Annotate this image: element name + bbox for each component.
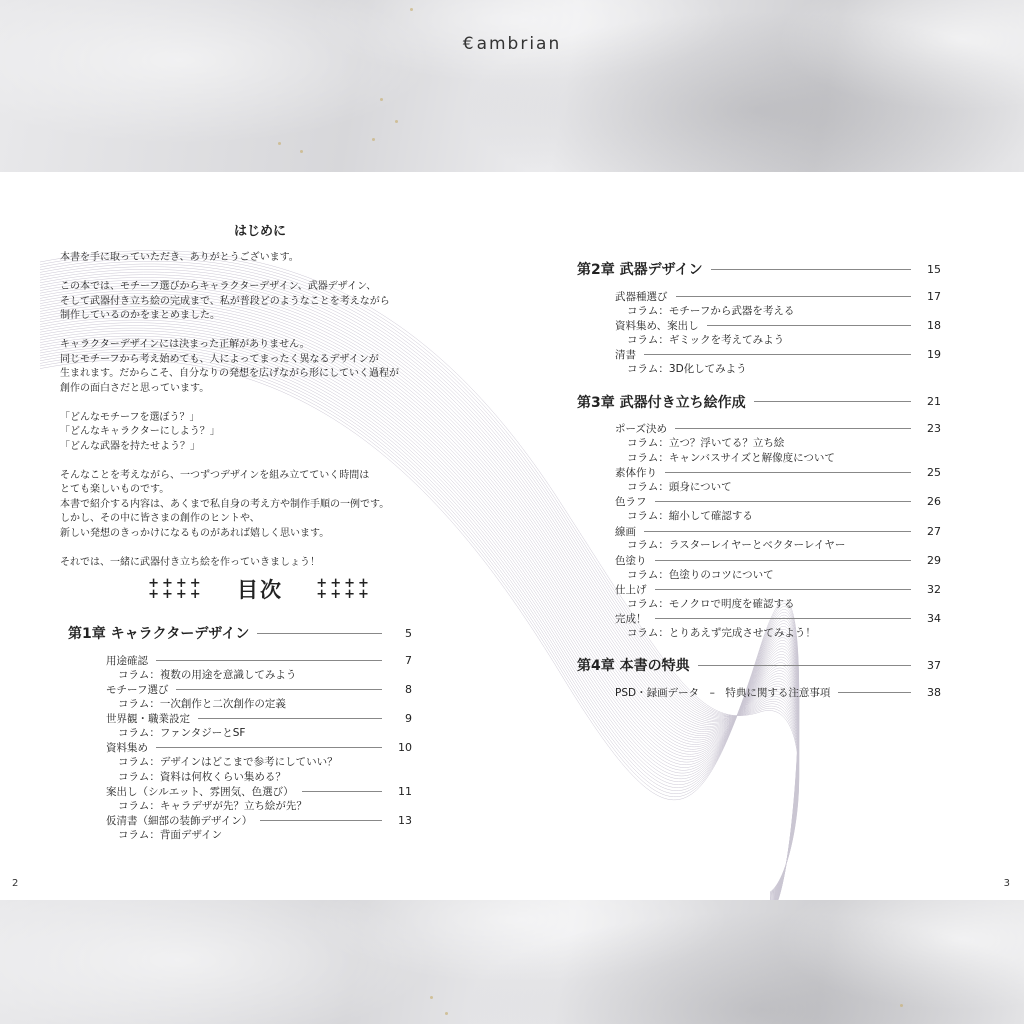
- leader-line: [675, 428, 911, 429]
- toc-entry[interactable]: [577, 347, 941, 362]
- gold-fleck: [410, 8, 413, 11]
- toc-left-column: [68, 622, 412, 857]
- toc-column-item[interactable]: コラム：ギミックを考えてみよう: [627, 333, 785, 346]
- toc-column-item[interactable]: コラム：ラスターレイヤーとベクターレイヤー: [627, 539, 846, 552]
- toc-column-item[interactable]: コラム：一次創作と二次創作の定義: [118, 697, 286, 710]
- toc-entry-title: 案出し（シルエット、雰囲気、色選び）: [106, 786, 294, 799]
- toc-entry-title: 資料集め: [106, 742, 148, 755]
- intro-body: [60, 251, 460, 570]
- toc-entry-title: 線画: [615, 525, 636, 538]
- leader-line: [302, 791, 382, 792]
- toc-chapter-title: 第4章 本書の特典: [577, 658, 690, 675]
- leader-line: [156, 747, 382, 748]
- toc-page-number: 11: [398, 785, 412, 799]
- toc-column-item[interactable]: コラム：デザインはどこまで参考にしていい？: [118, 756, 338, 769]
- leader-line: [838, 692, 911, 693]
- brand-logo-text: ambrian: [476, 34, 562, 54]
- toc-column-item[interactable]: コラム：複数の用途を意識してみよう: [118, 668, 297, 681]
- toc-entry-title: 武器種選び: [615, 290, 668, 303]
- intro-section: [60, 220, 460, 585]
- leader-line: [655, 560, 912, 561]
- gold-fleck: [445, 1012, 448, 1015]
- toc-column-item[interactable]: コラム：モチーフから武器を考える: [627, 304, 795, 317]
- toc-chapter-3[interactable]: [577, 391, 941, 413]
- toc-column-item[interactable]: コラム：資料は何枚くらい集める？: [118, 770, 286, 783]
- toc-title: 目次: [237, 578, 283, 602]
- toc-entry-title: 素体作り: [615, 467, 657, 480]
- toc-page-number: 26: [927, 495, 941, 509]
- toc-column-item[interactable]: コラム：モノクロで明度を確認する: [627, 597, 795, 610]
- leader-line: [176, 689, 382, 690]
- toc-entry-title: 仮清書（細部の装飾デザイン）: [106, 815, 253, 828]
- toc-entry[interactable]: [577, 495, 941, 510]
- toc-column-item[interactable]: コラム：縮小して確認する: [627, 510, 753, 523]
- toc-entry[interactable]: [577, 611, 941, 626]
- leader-line: [698, 665, 911, 666]
- toc-column-item[interactable]: コラム：色塗りのコツについて: [627, 568, 774, 581]
- toc-page-number: 34: [927, 612, 941, 626]
- toc-page-number: 38: [927, 686, 941, 700]
- brand-logo-mark: €: [462, 34, 476, 54]
- intro-paragraph: それでは、一緒に武器付き立ち絵を作っていきましょう！: [60, 556, 320, 568]
- toc-page-number: 37: [927, 658, 941, 672]
- leader-line: [260, 820, 382, 821]
- cross-ornament-right: ++++ ++++: [316, 576, 372, 602]
- toc-chapter-title: 第1章 キャラクターデザイン: [68, 626, 250, 642]
- toc-column-item[interactable]: コラム：背面デザイン: [118, 829, 223, 842]
- toc-chapter-4[interactable]: [577, 654, 941, 676]
- toc-entry[interactable]: [68, 814, 412, 829]
- leader-line: [644, 354, 911, 355]
- toc-chapter-title: 第3章 武器付き立ち絵作成: [577, 394, 746, 411]
- toc-page-number: 19: [927, 348, 941, 362]
- book-spread: [0, 172, 1024, 900]
- gold-fleck: [395, 120, 398, 123]
- toc-column-item[interactable]: コラム：立つ？浮いてる？立ち絵: [627, 437, 785, 450]
- toc-page-number: 23: [927, 422, 941, 436]
- gold-fleck: [278, 142, 281, 145]
- toc-entry[interactable]: [577, 318, 941, 333]
- leader-line: [257, 633, 382, 634]
- toc-entry[interactable]: [68, 741, 412, 756]
- toc-entry-title: PSD・録画データ – 特典に関する注意事項: [615, 687, 831, 700]
- toc-entry[interactable]: [68, 784, 412, 799]
- toc-entry[interactable]: [577, 289, 941, 304]
- toc-entry-title: 仕上げ: [615, 583, 647, 596]
- leader-line: [198, 718, 382, 719]
- toc-page-number: 29: [927, 553, 941, 567]
- toc-entry-title: 資料集め、案出し: [615, 319, 699, 332]
- leader-line: [754, 401, 911, 402]
- marble-footer-background: [0, 900, 1024, 1024]
- toc-page-number: 7: [405, 653, 412, 667]
- leader-line: [665, 472, 911, 473]
- toc-column-item[interactable]: コラム：キャンバスサイズと解像度について: [627, 451, 835, 464]
- leader-line: [655, 501, 912, 502]
- toc-page-number: 5: [405, 626, 412, 640]
- toc-right-column: [577, 258, 941, 714]
- toc-page-number: 32: [927, 582, 941, 596]
- intro-paragraph: 本書を手に取っていただき、ありがとうございます。: [60, 252, 299, 263]
- gold-fleck: [430, 996, 433, 999]
- toc-entry-title: 完成！: [615, 613, 647, 626]
- intro-paragraph: キャラクターデザインには決まった正解がありません。 同じモチーフから考え始めても、人によってまったく異なるデザインが 生まれます。だからこそ、自分なりの発想を広げながら形にしていく過程が 創作の面白さだと思っています。: [60, 339, 399, 394]
- toc-entry-title: 用途確認: [106, 654, 148, 667]
- brand-logo: [0, 34, 1024, 54]
- toc-chapter-1[interactable]: [68, 622, 412, 644]
- toc-page-number: 27: [927, 524, 941, 538]
- toc-heading: [60, 574, 460, 604]
- leader-line: [707, 325, 911, 326]
- toc-chapter-title: 第2章 武器デザイン: [577, 262, 703, 278]
- toc-chapter-2[interactable]: [577, 258, 941, 280]
- toc-entry[interactable]: [68, 653, 412, 668]
- toc-column-item[interactable]: コラム：とりあえず完成させてみよう！: [627, 626, 816, 639]
- gold-fleck: [380, 98, 383, 101]
- toc-page-number: 13: [398, 814, 412, 828]
- intro-title: はじめに: [233, 224, 286, 239]
- gold-fleck: [372, 138, 375, 141]
- toc-entry[interactable]: [68, 682, 412, 697]
- toc-page-number: 10: [398, 741, 412, 755]
- gold-fleck: [900, 1004, 903, 1007]
- toc-entry-title: モチーフ選び: [106, 683, 169, 696]
- toc-page-number: 9: [405, 712, 412, 726]
- leader-line: [644, 531, 911, 532]
- leader-line: [655, 618, 912, 619]
- toc-entry[interactable]: [577, 685, 941, 700]
- toc-page-number: 21: [927, 395, 941, 409]
- gold-fleck: [300, 150, 303, 153]
- toc-column-item[interactable]: コラム：ファンタジーとSF: [118, 726, 246, 739]
- leader-line: [676, 296, 912, 297]
- toc-column-item[interactable]: コラム：頭身について: [627, 480, 732, 493]
- toc-entry[interactable]: [577, 553, 941, 568]
- toc-entry-title: 世界観・職業設定: [106, 713, 190, 726]
- toc-entry[interactable]: [577, 524, 941, 539]
- page-number-left: 2: [12, 878, 19, 889]
- toc-entry[interactable]: [68, 711, 412, 726]
- toc-page-number: 18: [927, 318, 941, 332]
- toc-entry[interactable]: [577, 422, 941, 437]
- toc-column-item[interactable]: コラム：3D化してみよう: [627, 362, 747, 375]
- toc-column-item[interactable]: コラム：キャラデザが先？立ち絵が先？: [118, 799, 307, 812]
- toc-entry-title: 清書: [615, 349, 636, 362]
- toc-entry-title: 色塗り: [615, 554, 647, 567]
- toc-page-number: 25: [927, 466, 941, 480]
- intro-paragraph: この本では、モチーフ選びからキャラクターデザイン、武器デザイン、 そして武器付き立ち絵の完成まで、私が普段どのようなことを考えながら 制作しているのかをまとめました。: [60, 281, 390, 321]
- intro-paragraph: 「どんなモチーフを選ぼう？」 「どんなキャラクターにしよう？」 「どんな武器を持たせよう？」: [60, 411, 220, 452]
- toc-entry[interactable]: [577, 465, 941, 480]
- leader-line: [711, 269, 911, 270]
- toc-page-number: 8: [405, 682, 412, 696]
- marble-header-background: [0, 0, 1024, 172]
- intro-paragraph: そんなことを考えながら、一つずつデザインを組み立てていく時間は とても楽しいものです。 本書で紹介する内容は、あくまで私自身の考え方や制作手順の一例です。 しかし、その中に皆さまの創作のヒントや、 新しい発想のきっかけになるものがあれば嬉しく思います。: [60, 469, 390, 539]
- toc-page-number: 15: [927, 262, 941, 276]
- toc-entry[interactable]: [577, 582, 941, 597]
- toc-entry-title: ポーズ決め: [615, 423, 667, 436]
- leader-line: [156, 660, 382, 661]
- page-number-right: 3: [1003, 878, 1010, 889]
- leader-line: [655, 589, 912, 590]
- toc-entry-title: 色ラフ: [615, 496, 647, 509]
- toc-page-number: 17: [927, 289, 941, 303]
- cross-ornament-left: ++++ ++++: [148, 576, 204, 602]
